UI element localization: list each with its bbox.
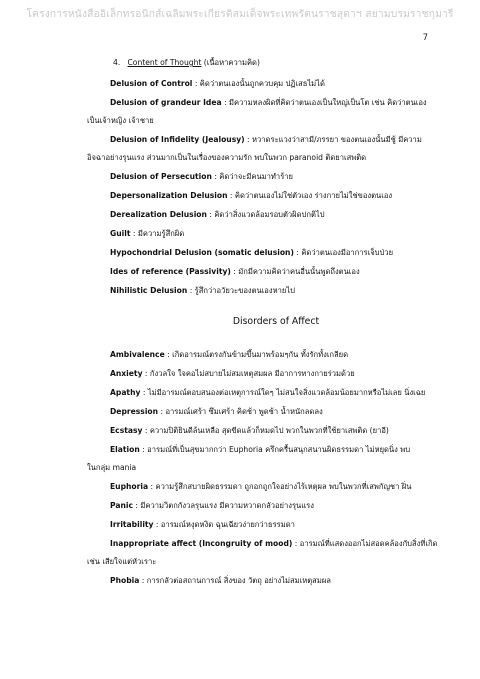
definition-entry <box>110 209 442 220</box>
definition-entry <box>110 575 442 586</box>
definition-entry <box>110 285 442 296</box>
term: Guilt <box>110 229 131 238</box>
definition-continuation: เป็นเจ้าหญิง เจ้าชาย <box>87 116 154 125</box>
definition: : ไม่มีอารมณ์ตอบสนองต่อเหตุการณ์ใดๆ ไม่สนใจสิ่งแวดล้อมน้อยมากหรือไม่เลย นิ่งเฉย <box>140 388 426 397</box>
term: Phobia <box>110 576 140 585</box>
definition: : หวาดระแวงว่าสามี/ภรรยา ของตนเองนั้นมีชู้ มีความ <box>244 135 422 144</box>
definition: : การกลัวต่อสถานการณ์ สิ่งของ วัตถุ อย่างไม่สมเหตุสมผล <box>139 576 331 585</box>
term: Euphoria <box>110 482 149 491</box>
definition-entry <box>110 190 442 201</box>
term: Inappropriate affect (Incongruity of mood) <box>110 539 293 548</box>
disorders-of-affect-list <box>87 349 442 586</box>
definition: : อารมณ์ที่แสดงออกไม่สอดคล้องกับสิ่งที่เกิด <box>292 539 438 548</box>
definition: : ความรู้สึกสบายผิดธรรมดา ถูกอกถูกใจอย่างไร้เหตุผล พบในพวกที่เสพกัญชา ฝิ่น <box>148 482 412 491</box>
definition: : คิดว่าตนเองมีอาการเจ็บป่วย <box>293 248 394 257</box>
definition-entry <box>110 519 442 530</box>
term: Depersonalization Delusion <box>110 191 228 200</box>
term: Delusion of Control <box>110 79 193 88</box>
definition-entry <box>110 387 442 398</box>
definition: : อารมณ์ที่เป็นสุขมากกว่า Euphoria ครึกครื้นสนุกสนานผิดธรรมดา ไม่หยุดนิ่ง พบ <box>139 445 411 454</box>
term: Delusion of Infidelity (Jealousy) <box>110 135 245 144</box>
document-body <box>87 57 442 594</box>
section-heading <box>110 57 442 68</box>
definition-entry <box>110 425 442 436</box>
term: Ambivalence <box>110 350 165 359</box>
definition: : มักมีความคิดว่าคนอื่นนั้นพูดถึงตนเอง <box>230 267 360 276</box>
term: Derealization Delusion <box>110 210 207 219</box>
disorders-of-affect-heading: Disorders of Affect <box>232 316 320 327</box>
term: Irritability <box>110 520 154 529</box>
term: Elation <box>110 445 140 454</box>
definition-entry <box>87 444 442 473</box>
definition: : คิดว่าสิ่งแวดล้อมรอบตัวผิดปกติไป <box>206 210 325 219</box>
definition: : กังวลใจ ใจคอไม่สบายไม่สมเหตุสมผล มีอาการทางกายร่วมด้วย <box>142 369 355 378</box>
definition-entry <box>110 228 442 239</box>
definition: : อารมณ์เศร้า ซึมเศร้า คิดช้า พูดช้า น้ำหนักลดลง <box>158 407 323 416</box>
term: Panic <box>110 501 133 510</box>
running-header: โครงการหนังสืออิเล็กทรอนิกส์เฉลิมพระเกียรติสมเด็จพระเทพรัตนราชสุดาฯ สยามบรมราชกุมารี <box>26 9 454 20</box>
definition-continuation: อิจฉาอย่างรุนแรง ส่วนมากเป็นในเรื่องของความรัก พบในพวก paranoid ติดยาเสพติด <box>87 153 367 162</box>
definition: : เกิดอารมณ์ตรงกันข้ามขึ้นมาพร้อมๆกัน ทั้งรักทั้งเกลียด <box>164 350 349 359</box>
definition-entry <box>110 500 442 511</box>
definition: : รู้สึกว่าอวัยวะของตนเองหายไป <box>187 286 295 295</box>
definition-continuation: เช่น เสียใจแต่หัวเราะ <box>87 557 157 566</box>
definition: : มีความรู้สึกผิด <box>130 229 185 238</box>
definition-entry <box>110 368 442 379</box>
definition-entry <box>110 349 442 360</box>
definition: : คิดว่าตนเองไม่ใช่ตัวเอง ร่างกายไม่ใช่ของตนเอง <box>227 191 393 200</box>
definition-entry <box>110 406 442 417</box>
page-number: 7 <box>422 33 428 43</box>
definition-entry <box>87 97 442 126</box>
definition-entry <box>110 171 442 182</box>
definition: : มีความวิตกกังวลรุนแรง มีความหวาดกลัวอย่างรุนแรง <box>133 501 314 510</box>
section-number: 4. <box>113 58 121 67</box>
term: Ecstasy <box>110 426 143 435</box>
section-title: Content of Thought <box>127 58 202 67</box>
definition: : ความปิติยินดีล้นเหลือ สุดขีดแล้วก็หมดไป พวกในพวกที่ใช้ยาเสพติด (ยาอี) <box>142 426 389 435</box>
term: Delusion of Persecution <box>110 172 212 181</box>
term: Apathy <box>110 388 141 397</box>
definition-continuation: ในกลุ่ม mania <box>87 463 137 472</box>
definition: : มีความหลงผิดที่คิดว่าตนเองเป็นใหญ่เป็นโต เช่น คิดว่าตนเอง <box>221 98 427 107</box>
term: Hypochondrial Delusion (somatic delusion) <box>110 248 294 257</box>
term: Anxiety <box>110 369 143 378</box>
definition-entry <box>110 247 442 258</box>
term: Delusion of grandeur Idea <box>110 98 222 107</box>
section-title-thai: (เนื้อหาความคิด) <box>201 58 260 67</box>
definition-entry <box>87 538 442 567</box>
definition-entry <box>110 481 442 492</box>
term: Nihilistic Delusion <box>110 286 188 295</box>
term: Ides of reference (Passivity) <box>110 267 231 276</box>
definition: : คิดว่าตนเองนั้นถูกควบคุม ปฏิเสธไม่ได้ <box>192 79 325 88</box>
definition-entry <box>87 134 442 163</box>
definition: : อารมณ์หงุดหงิด ฉุนเฉียวง่ายกว่าธรรมดา <box>153 520 295 529</box>
term: Depression <box>110 407 159 416</box>
definition-entry <box>110 78 442 89</box>
content-of-thought-list <box>87 78 442 296</box>
definition: : คิดว่าจะมีคนมาทำร้าย <box>211 172 293 181</box>
definition-entry <box>110 266 442 277</box>
